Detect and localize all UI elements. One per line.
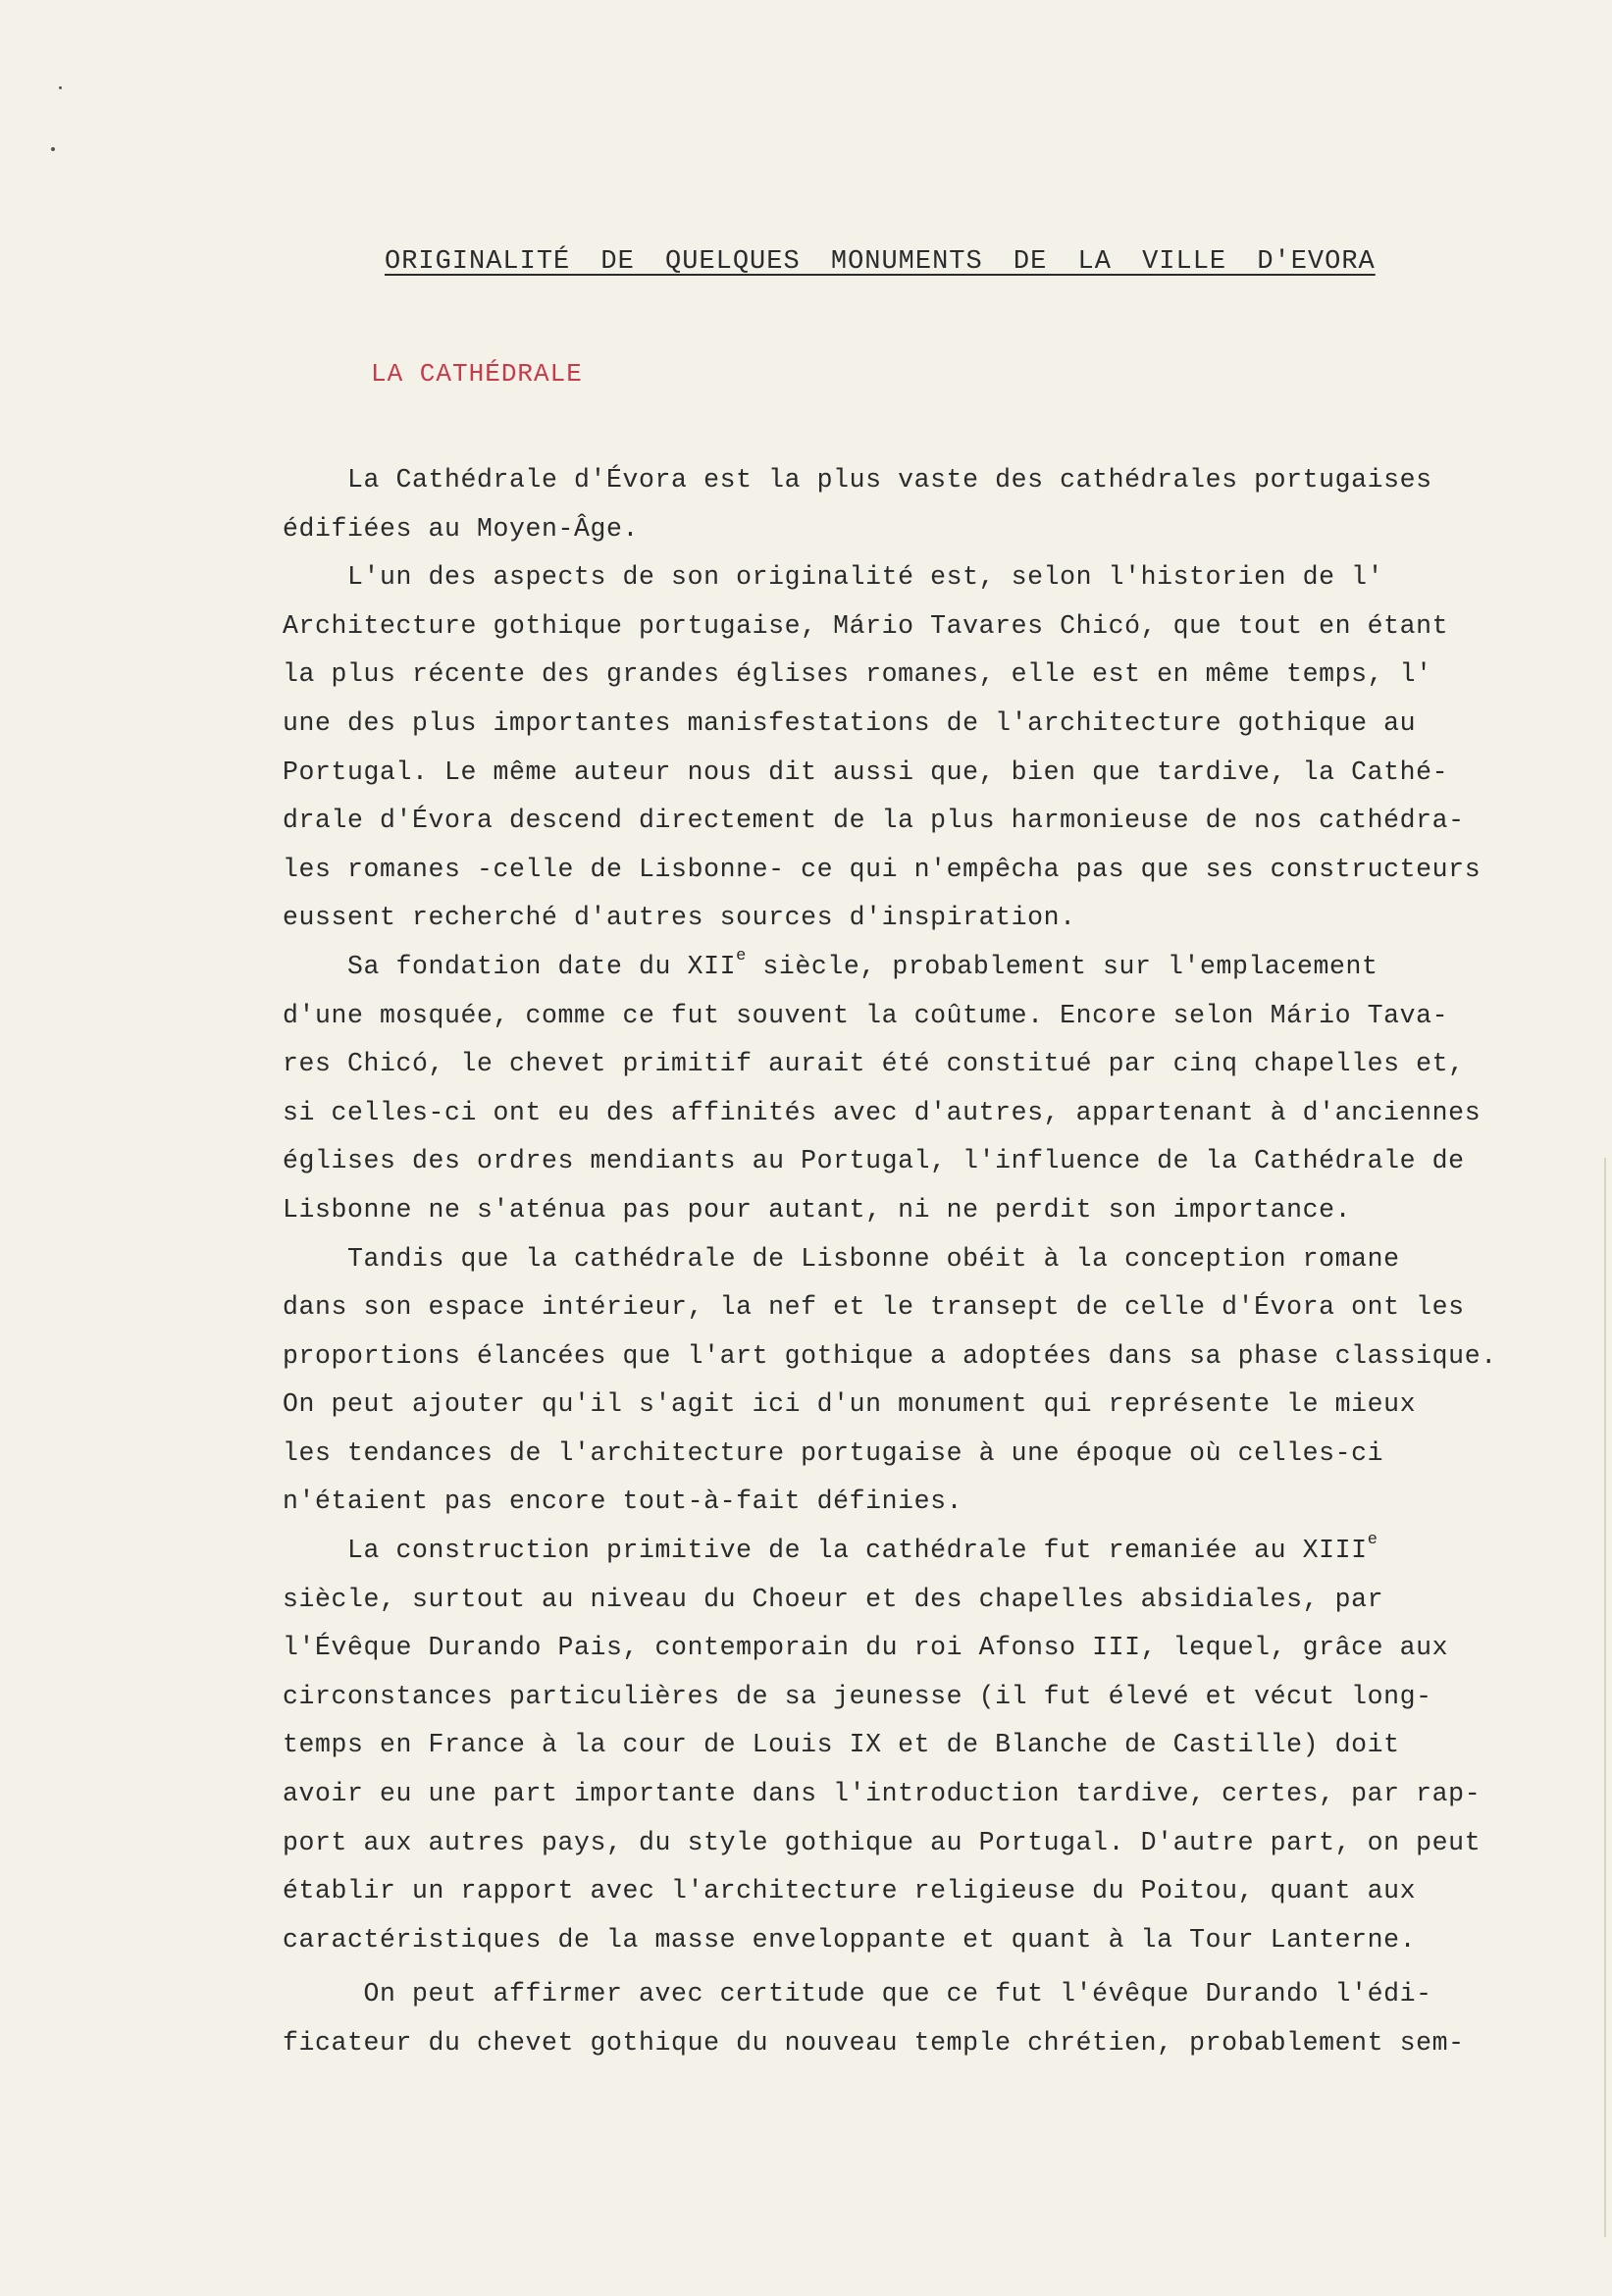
superscript: e [736,947,747,966]
text-line: L'un des aspects de son originalité est, selon l'historien de l' [283,562,1384,593]
text-line: établir un rapport avec l'architecture religieuse du Poitou, quant aux [283,1876,1417,1906]
text-line: On peut affirmer avec certitude que ce fut l'évêque Durando l'édi- [283,1979,1432,2009]
text-line: On peut ajouter qu'il s'agit ici d'un monument qui représente le mieux [283,1389,1417,1420]
text-line: proportions élancées que l'art gothique a adoptées dans sa phase classique. [283,1340,1497,1371]
text-line: eussent recherché d'autres sources d'inspiration. [283,903,1076,933]
text-line: circonstances particulières de sa jeunesse (il fut élevé et vécut long- [283,1681,1432,1711]
text-line: caractéristiques de la masse enveloppante et quant à la Tour Lanterne. [283,1924,1417,1955]
paragraph [283,1970,1597,2067]
text-line: n'étaient pas encore tout-à-fait définies. [283,1487,963,1517]
text-segment: Sa fondation date du XII [283,951,737,981]
text-line [283,1527,1597,1576]
paper-speck [51,147,55,151]
superscript: e [1367,1531,1378,1550]
text-line: Architecture gothique portugaise, Mário Tavares Chicó, que tout en étant [283,610,1449,641]
text-line: siècle, surtout au niveau du Choeur et des chapelles absidiales, par [283,1584,1384,1614]
text-line: avoir eu une part importante dans l'introduction tardive, certes, par rap- [283,1779,1482,1809]
text-line: édifiées au Moyen-Âge. [283,513,640,544]
text-line: la plus récente des grandes églises romanes, elle est en même temps, l' [283,659,1432,690]
text-line: églises des ordres mendiants au Portugal, l'influence de la Cathédrale de [283,1146,1465,1176]
text-line: l'Évêque Durando Pais, contemporain du roi Afonso III, lequel, grâce aux [283,1633,1449,1663]
title-block [385,243,1425,281]
text-line: dans son espace intérieur, la nef et le transept de celle d'Évora ont les [283,1292,1465,1323]
text-line: Tandis que la cathédrale de Lisbonne obéit à la conception romane [283,1243,1400,1274]
paragraph [283,943,1597,1235]
text-line: les tendances de l'architecture portugaise à une époque où celles-ci [283,1437,1384,1468]
document-body [283,456,1597,2068]
section-heading: LA CATHÉDRALE [371,359,583,389]
paper-speck [59,86,62,89]
text-line [283,943,1597,992]
text-line: Portugal. Le même auteur nous dit aussi que, bien que tardive, la Cathé- [283,757,1449,787]
text-line: une des plus importantes manisfestations de l'architecture gothique au [283,707,1417,738]
text-line: ficateur du chevet gothique du nouveau temple chrétien, probablement sem- [283,2028,1465,2058]
paragraph [283,1527,1597,1964]
document-title: ORIGINALITÉ DE QUELQUES MONUMENTS DE LA VILLE D'EVORA [385,247,1376,277]
text-line: Lisbonne ne s'aténua pas pour autant, ni ne perdit son importance. [283,1194,1352,1225]
text-segment: La construction primitive de la cathédrale fut remaniée au XIII [283,1536,1368,1566]
paper-edge-shadow [1604,1158,1606,2237]
text-line: port aux autres pays, du style gothique au Portugal. D'autre part, on peut [283,1827,1482,1857]
text-line: drale d'Évora descend directement de la plus harmonieuse de nos cathédra- [283,806,1465,836]
text-line: La Cathédrale d'Évora est la plus vaste des cathédrales portugaises [283,465,1432,495]
text-line: les romanes -celle de Lisbonne- ce qui n'empêcha pas que ses constructeurs [283,854,1482,884]
text-segment: siècle, probablement sur l'emplacement [746,951,1378,981]
text-line: d'une mosquée, comme ce fut souvent la coûtume. Encore selon Mário Tava- [283,1000,1449,1030]
text-line: temps en France à la cour de Louis IX et de Blanche de Castille) doit [283,1730,1400,1760]
text-line: res Chicó, le chevet primitif aurait été constitué par cinq chapelles et, [283,1049,1465,1079]
text-line: si celles-ci ont eu des affinités avec d'autres, appartenant à d'anciennes [283,1097,1482,1127]
paragraph [283,1235,1597,1528]
paragraph [283,456,1597,553]
paragraph [283,553,1597,943]
